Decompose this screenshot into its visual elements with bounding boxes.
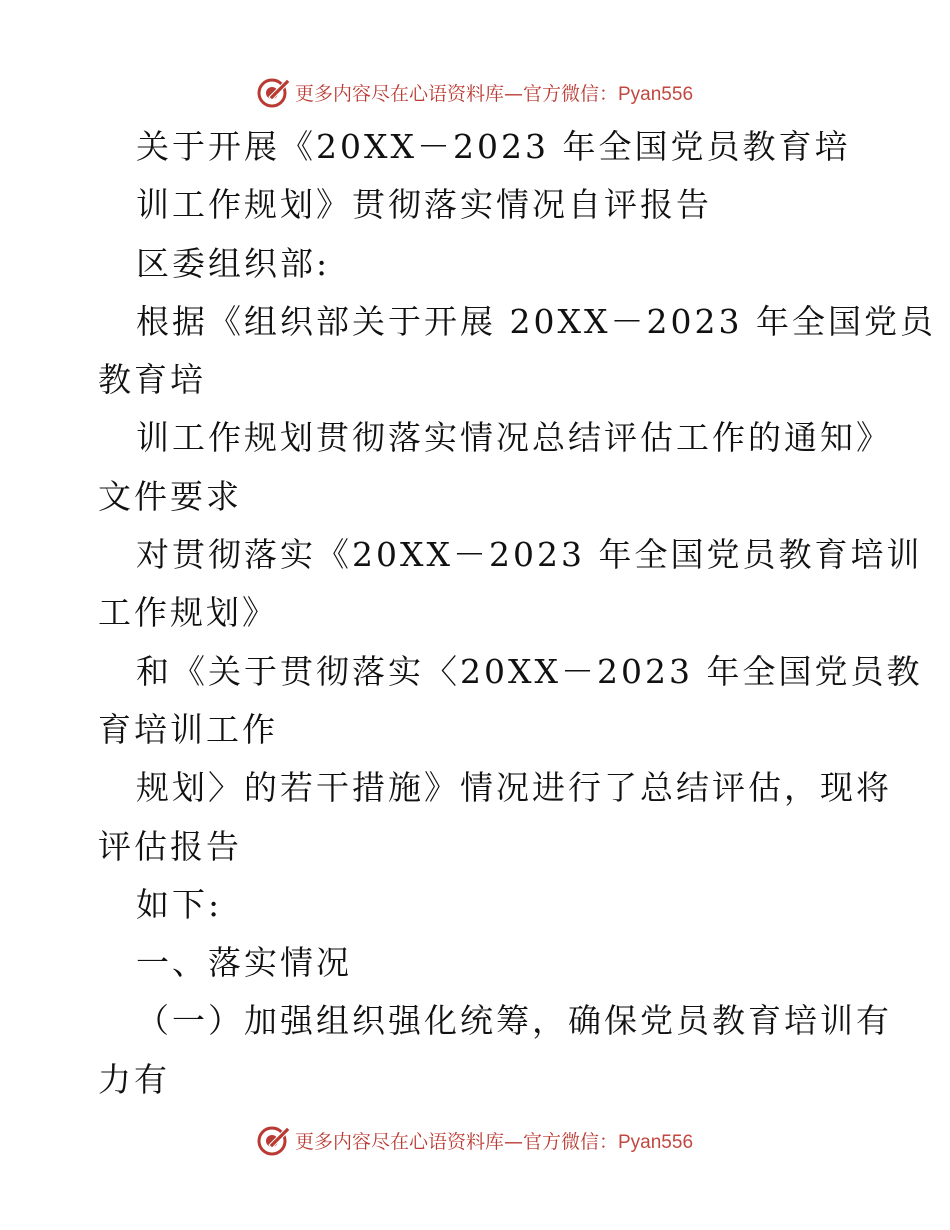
footer-banner (0, 1120, 950, 1160)
red-pen-circle-icon (257, 1123, 291, 1157)
document-line: 关于开展《20XX－2023 年全国党员教育培 (136, 127, 851, 166)
document-line: 力有 (98, 1059, 170, 1099)
document-line: 和《关于贯彻落实〈20XX－2023 年全国党员教 (136, 651, 923, 691)
document-line: 育培训工作 (98, 709, 278, 749)
document-line: 评估报告 (98, 826, 242, 866)
document-line: 如下: (136, 884, 223, 924)
document-line: 根据《组织部关于开展 20XX－2023 年全国党员 (136, 301, 936, 341)
footer-banner-text (295, 1127, 693, 1154)
document-line: 文件要求 (98, 476, 242, 516)
document-line: 训工作规划》贯彻落实情况自评报告 (136, 185, 712, 225)
document-line: 区委组织部: (136, 243, 331, 283)
banner-wechat-label: 官方微信： (522, 82, 618, 105)
banner-separator: — (503, 1130, 523, 1153)
document-line: 工作规划》 (98, 593, 278, 633)
header-banner-text (295, 79, 693, 106)
banner-wechat-id: Pyan556 (618, 83, 694, 105)
document-line: 训工作规划贯彻落实情况总结评估工作的通知》 (136, 418, 892, 458)
document-line: 对贯彻落实《20XX－2023 年全国党员教育培训 (136, 535, 923, 575)
document-line: 一、落实情况 (136, 943, 352, 983)
banner-wechat-id: Pyan556 (618, 1131, 694, 1153)
banner-title: 更多内容尽在心语资料库 (294, 1130, 504, 1153)
document-line: 规划〉的若干措施》情况进行了总结评估，现将 (136, 768, 892, 808)
document-line: （一）加强组织强化统筹，确保党员教育培训有 (136, 1001, 892, 1041)
document-body (98, 118, 936, 1109)
red-pen-circle-icon (257, 75, 291, 109)
banner-title: 更多内容尽在心语资料库 (294, 82, 504, 105)
header-banner (0, 72, 950, 112)
banner-separator: — (503, 82, 523, 105)
document-line: 教育培 (98, 360, 206, 400)
banner-wechat-label: 官方微信： (522, 1130, 618, 1153)
